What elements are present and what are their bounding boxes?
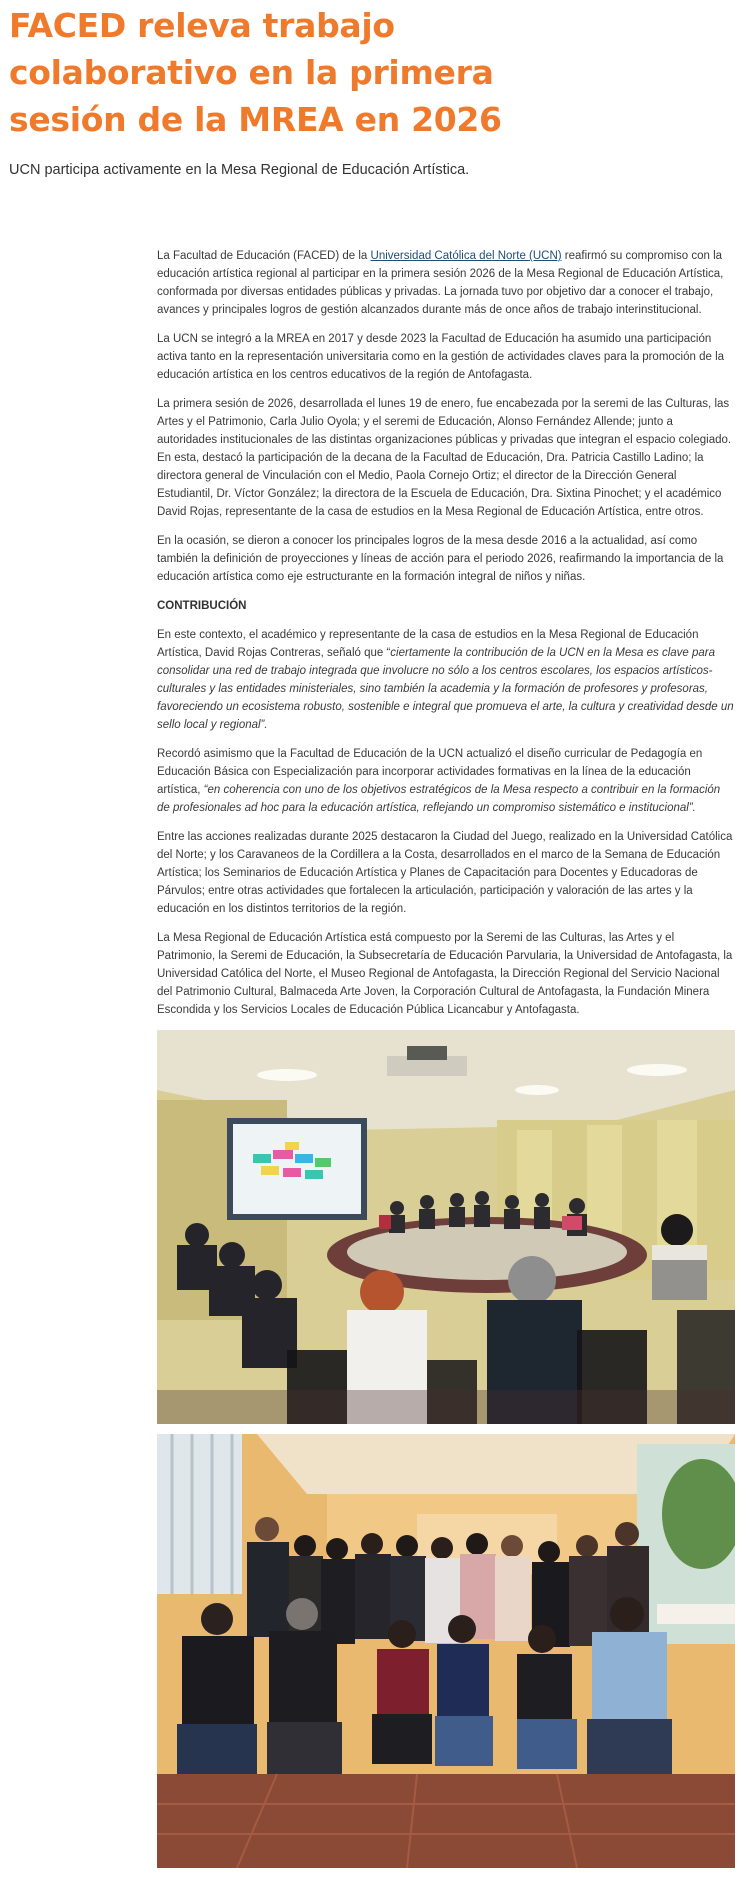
article-body xyxy=(157,247,735,1868)
paragraph-4: En la ocasión, se dieron a conocer los principales logros de la mesa desde 2016 a la actualidad, así como también la definición de proyecciones y líneas de acción para el periodo 2026, reafirmando la importancia de la educación artística como eje estructurante en la formación integral de niños y niñas. xyxy=(157,535,724,583)
paragraph-1-start: La Facultad de Educación (FACED) de la xyxy=(157,250,371,262)
article-title: FACED releva trabajo colaborativo en la primera sesión de la MREA en 2026 xyxy=(9,6,502,139)
paragraph-5 xyxy=(157,626,735,734)
paragraph-3: La primera sesión de 2026, desarrollada el lunes 19 de enero, fue encabezada por la seremi de las Culturas, las Artes y el Patrimonio, Carla Julio Oyola; y el seremi de Educación, Alonso Fernández Allende; junto a autoridades institucionales de las distintas organizaciones públicas y privadas que integran el espacio colegiado. En esta, destacó la participación de la decana de la Facultad de Educación, Dra. Patricia Castillo Ladino; la directora general de Vinculación con el Medio, Paola Cornejo Ortiz; el director de la Dirección General Estudiantil, Dr. Víctor González; la directora de la Escuela de Educación, Dra. Sixtina Pinochet; y el académico David Rojas, representante de la casa de estudios en la Mesa Regional de Educación Artística, entre otros. xyxy=(157,398,732,518)
article-subtitle: UCN participa activamente en la Mesa Regional de Educación Artística. xyxy=(9,162,470,178)
paragraph-6-quote: “en coherencia con uno de los objetivos estratégicos de la Mesa respecto a contribuir en la formación de profesionales ad hoc para la educación artística, reflejando un compromiso sistemático e institucional”. xyxy=(157,784,721,814)
paragraph-2: La UCN se integró a la MREA en 2017 y desde 2023 la Facultad de Educación ha asumido una participación activa tanto en la representación universitaria como en la gestión de actividades claves para la promoción de la educación artística en los centros educativos de la región de Antofagasta. xyxy=(157,333,725,381)
group-photo xyxy=(157,1434,735,1868)
paragraph-7: Entre las acciones realizadas durante 2025 destacaron la Ciudad del Juego, realizado en la Universidad Católica del Norte; y los Caravaneos de la Cordillera a la Costa, desarrollados en el marco de la Semana de Educación Artística; los Seminarios de Educación Artística y Planes de Capacitación para Docentes y Educadoras de Párvulos; entre otras actividades que fortalecen la articulación, participación y valoración de las artes y la educación en los distintos territorios de la región. xyxy=(157,831,733,915)
paragraph-5-intro: En este contexto, el académico y representante de la casa de estudios en la Mesa Regional de Educación Artística, David Rojas Contreras, señaló que “ xyxy=(157,629,699,659)
paragraph-6 xyxy=(157,745,735,817)
paragraph-5-quote: ciertamente la contribución de la UCN en la Mesa es clave para consolidar una red de trabajo integrada que involucre no sólo a los centros escolares, los espacios artísticos-culturales y las entidades ministeriales, sino también la academia y la formación de profesores y profesoras, favoreciendo un ecosistema robusto, sostenible e integral que promueva el arte, la cultura y creatividad desde un sello local y regional”. xyxy=(157,647,734,731)
paragraph-1-end: reafirmó su compromiso con la educación artística regional al participar en la primera sesión 2026 de la Mesa Regional de Educación Artística, conformada por diversas entidades públicas y privadas. La jornada tuvo por objetivo dar a conocer el trabajo, avances y principales logros de gestión alcanzados durante más de once años de trabajo interinstitucional. xyxy=(157,250,724,316)
section-heading: CONTRIBUCIÓN xyxy=(157,600,247,612)
meeting-room-photo xyxy=(157,1030,735,1424)
paragraph-6-intro: Recordó asimismo que la Facultad de Educación de la UCN actualizó el diseño curricular de Pedagogía en Educación Básica con Especialización para incorporar actividades formativas en la línea de la educación artística, xyxy=(157,748,703,796)
ucn-link[interactable]: Universidad Católica del Norte (UCN) xyxy=(370,250,562,262)
paragraph-8: La Mesa Regional de Educación Artística está compuesto por la Seremi de las Culturas, las Artes y el Patrimonio, la Seremi de Educación, la Subsecretaría de Educación Parvularia, la Universidad de Antofagasta, la Universidad Católica del Norte, el Museo Regional de Antofagasta, la Dirección Regional del Servicio Nacional del Patrimonio Cultural, Balmaceda Arte Joven, la Corporación Cultural de Antofagasta, la Fundación Minera Escondida y los Servicios Locales de Educación Pública Licancabur y Antofagasta. xyxy=(157,932,733,1016)
paragraph-1 xyxy=(157,247,735,319)
